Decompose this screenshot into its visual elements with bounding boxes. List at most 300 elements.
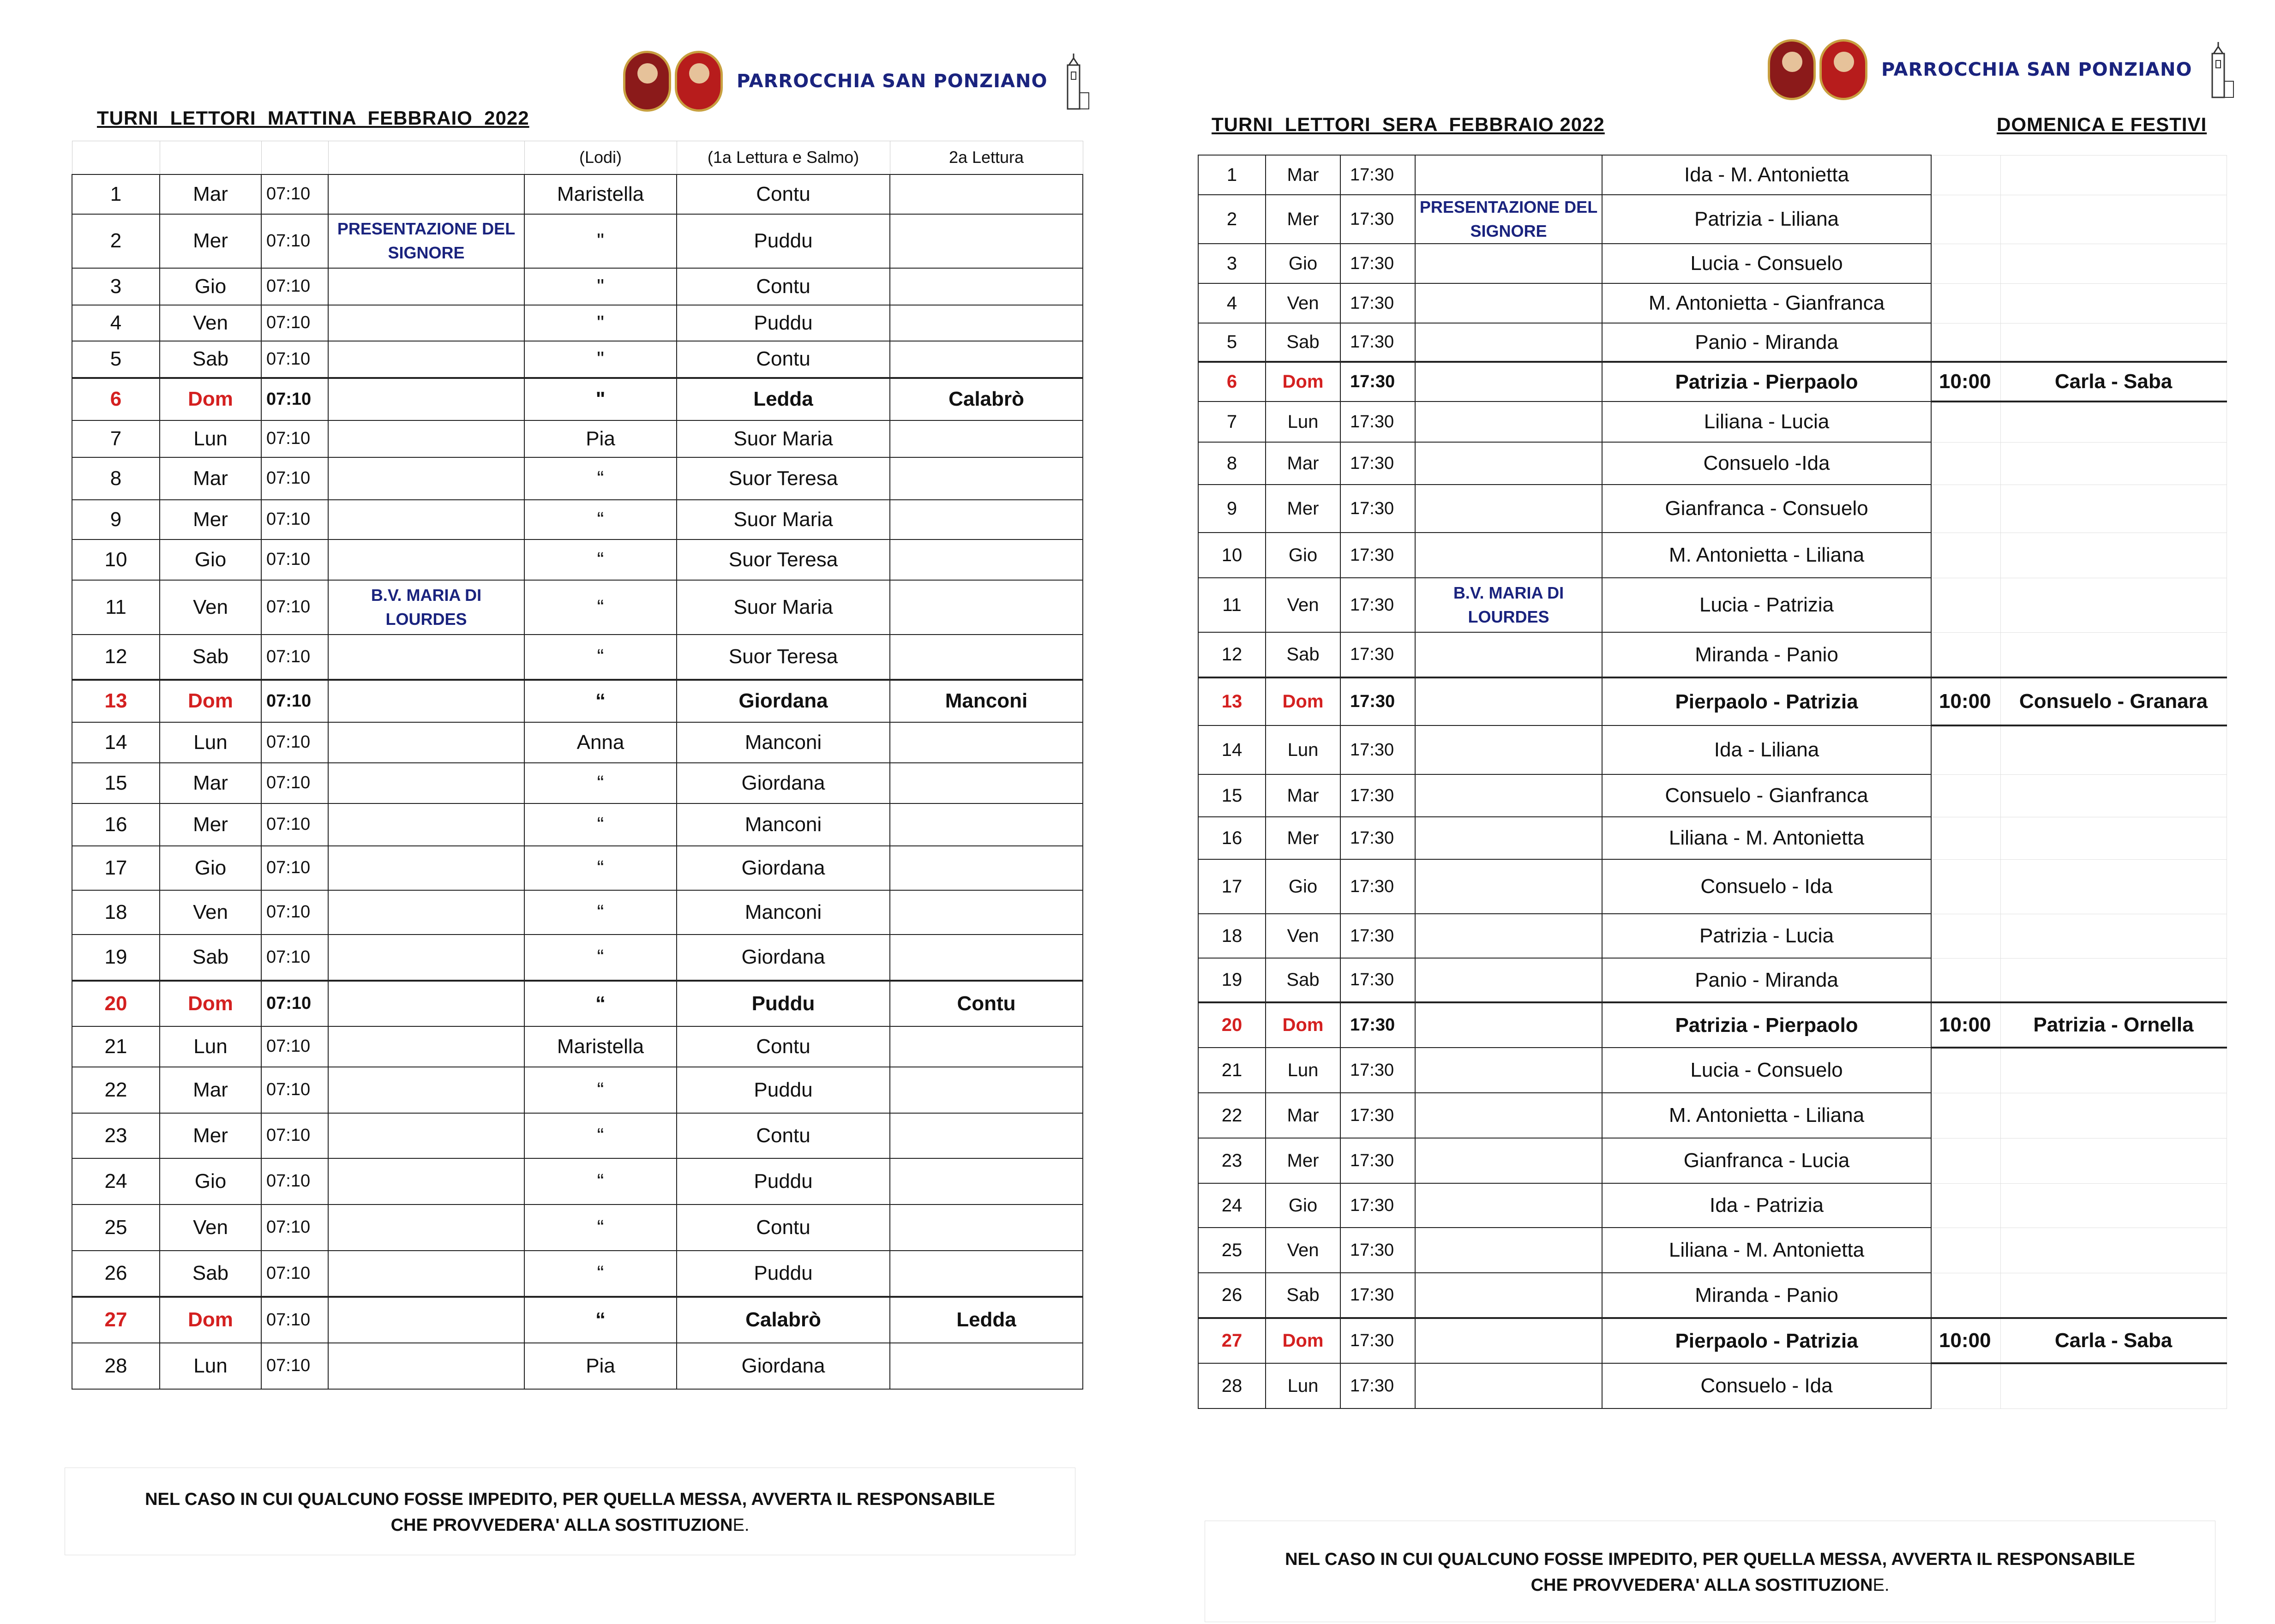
- weekday: Mar: [160, 763, 261, 803]
- festive-time: 10:00: [1931, 1002, 2000, 1048]
- lodi-reader: “: [524, 1205, 677, 1251]
- lodi-reader: “: [524, 1113, 677, 1158]
- evening-readers: Panio - Miranda: [1602, 958, 1931, 1002]
- day-number: 26: [1198, 1273, 1266, 1318]
- day-number: 23: [72, 1113, 160, 1158]
- weekday: Gio: [1266, 533, 1340, 578]
- table-row: [1198, 774, 2227, 817]
- mass-time: 17:30: [1340, 677, 1415, 725]
- mass-time: 07:10: [261, 539, 328, 580]
- lodi-reader: “: [524, 803, 677, 846]
- table-row: [1198, 859, 2227, 914]
- day-number: 26: [72, 1251, 160, 1297]
- day-number: 27: [1198, 1318, 1266, 1363]
- column-header: [261, 141, 328, 174]
- feast-note: [1415, 1002, 1602, 1048]
- day-number: 22: [1198, 1093, 1266, 1138]
- first-reading-reader: Puddu: [677, 214, 890, 268]
- table-row: [72, 457, 1083, 500]
- mass-time: 17:30: [1340, 958, 1415, 1002]
- table-row: [1198, 578, 2227, 632]
- festive-readers: [2000, 1048, 2227, 1093]
- mass-time: 07:10: [261, 457, 328, 500]
- feast-note: [1415, 859, 1602, 914]
- table-row: [72, 174, 1083, 214]
- first-reading-reader: Suor Maria: [677, 500, 890, 539]
- festive-time: [1931, 1363, 2000, 1408]
- table-row: [72, 378, 1083, 420]
- table-row: [72, 1343, 1083, 1389]
- table-row: [1198, 958, 2227, 1002]
- saint-portrait-icon: [1768, 39, 1816, 100]
- table-row: [1198, 402, 2227, 442]
- weekday: Lun: [160, 1343, 261, 1389]
- table-row: [72, 341, 1083, 378]
- first-reading-reader: Suor Teresa: [677, 635, 890, 680]
- lodi-reader: “: [524, 1158, 677, 1205]
- feast-note: [1415, 1183, 1602, 1228]
- first-reading-reader: Ledda: [677, 378, 890, 420]
- feast-note: [328, 305, 524, 341]
- table-row: [1198, 283, 2227, 323]
- festive-readers: [2000, 323, 2227, 362]
- lodi-reader: “: [524, 539, 677, 580]
- mass-time: 17:30: [1340, 725, 1415, 774]
- day-number: 21: [72, 1026, 160, 1067]
- table-row: [72, 981, 1083, 1026]
- day-number: 16: [72, 803, 160, 846]
- feast-note: [328, 935, 524, 981]
- weekday: Ven: [160, 305, 261, 341]
- day-number: 18: [72, 890, 160, 935]
- day-number: 5: [1198, 323, 1266, 362]
- weekday: Gio: [160, 846, 261, 890]
- festive-readers: [2000, 283, 2227, 323]
- evening-readers: Ida - M. Antonietta: [1602, 155, 1931, 195]
- table-row: [72, 214, 1083, 268]
- day-number: 17: [1198, 859, 1266, 914]
- day-number: 8: [1198, 442, 1266, 485]
- table-row: [1198, 1048, 2227, 1093]
- table-row: [1198, 677, 2227, 725]
- day-number: 17: [72, 846, 160, 890]
- table-row: [72, 635, 1083, 680]
- weekday: Mer: [160, 500, 261, 539]
- table-row: [72, 1251, 1083, 1297]
- table-row: [1198, 914, 2227, 958]
- feast-note: [1415, 485, 1602, 533]
- feast-note: [328, 1158, 524, 1205]
- lodi-reader: Maristella: [524, 174, 677, 214]
- lodi-reader: ": [524, 341, 677, 378]
- day-number: 13: [1198, 677, 1266, 725]
- footer-line-2: CHE PROVVEDERA' ALLA SOSTITUZIONE.: [390, 1516, 750, 1535]
- weekday: Mar: [1266, 774, 1340, 817]
- evening-readers: Panio - Miranda: [1602, 323, 1931, 362]
- day-number: 25: [72, 1205, 160, 1251]
- table-row: [72, 580, 1083, 635]
- table-row: [72, 268, 1083, 305]
- weekday: Dom: [1266, 1318, 1340, 1363]
- second-reading-reader: [890, 1026, 1083, 1067]
- festive-time: [1931, 195, 2000, 244]
- day-number: 2: [72, 214, 160, 268]
- weekday: Sab: [160, 1251, 261, 1297]
- weekday: Gio: [1266, 1183, 1340, 1228]
- festive-time: [1931, 632, 2000, 677]
- evening-readers: Lucia - Patrizia: [1602, 578, 1931, 632]
- lodi-reader: Maristella: [524, 1026, 677, 1067]
- weekday: Sab: [1266, 632, 1340, 677]
- festive-readers: [2000, 817, 2227, 859]
- evening-readers: Ida - Patrizia: [1602, 1183, 1931, 1228]
- table-row: [72, 846, 1083, 890]
- festive-readers: Consuelo - Granara: [2000, 677, 2227, 725]
- day-number: 28: [1198, 1363, 1266, 1408]
- weekday: Mar: [160, 1067, 261, 1113]
- second-reading-reader: [890, 935, 1083, 981]
- day-number: 7: [1198, 402, 1266, 442]
- first-reading-reader: Manconi: [677, 890, 890, 935]
- day-number: 8: [72, 457, 160, 500]
- column-header: [72, 141, 160, 174]
- second-reading-reader: [890, 1343, 1083, 1389]
- table-row: [72, 305, 1083, 341]
- madonna-portrait-icon: [1819, 39, 1867, 100]
- feast-note: [328, 457, 524, 500]
- second-reading-reader: [890, 890, 1083, 935]
- bell-tower-icon: [1057, 51, 1090, 111]
- day-number: 19: [72, 935, 160, 981]
- feast-note: [1415, 725, 1602, 774]
- mass-time: 07:10: [261, 890, 328, 935]
- footer-line-2: CHE PROVVEDERA' ALLA SOSTITUZIONE.: [1531, 1576, 1890, 1595]
- feast-note: [328, 268, 524, 305]
- feast-note: [1415, 362, 1602, 402]
- mass-time: 17:30: [1340, 442, 1415, 485]
- mass-time: 07:10: [261, 420, 328, 457]
- feast-note: [328, 803, 524, 846]
- column-header: (1a Lettura e Salmo): [677, 141, 890, 174]
- weekday: Mar: [160, 174, 261, 214]
- lodi-reader: “: [524, 935, 677, 981]
- weekday: Mar: [1266, 155, 1340, 195]
- festive-readers: [2000, 155, 2227, 195]
- festive-time: [1931, 914, 2000, 958]
- lodi-reader: Pia: [524, 1343, 677, 1389]
- first-reading-reader: Giordana: [677, 935, 890, 981]
- festive-readers: [2000, 632, 2227, 677]
- feast-note: [328, 763, 524, 803]
- table-row: [1198, 1318, 2227, 1363]
- lodi-reader: “: [524, 981, 677, 1026]
- second-reading-reader: Contu: [890, 981, 1083, 1026]
- lodi-reader: ": [524, 305, 677, 341]
- parish-logo-right: [1768, 39, 2234, 100]
- day-number: 11: [1198, 578, 1266, 632]
- weekday: Dom: [160, 378, 261, 420]
- feast-note: [1415, 1138, 1602, 1183]
- festive-time: [1931, 725, 2000, 774]
- mass-time: 17:30: [1340, 244, 1415, 283]
- first-reading-reader: Giordana: [677, 680, 890, 722]
- day-number: 14: [72, 722, 160, 763]
- mass-time: 07:10: [261, 981, 328, 1026]
- table-row: [72, 1205, 1083, 1251]
- first-reading-reader: Suor Maria: [677, 420, 890, 457]
- festive-time: [1931, 1138, 2000, 1183]
- first-reading-reader: Suor Teresa: [677, 457, 890, 500]
- day-number: 6: [1198, 362, 1266, 402]
- weekday: Ven: [160, 1205, 261, 1251]
- saint-portrait-icon: [623, 51, 671, 112]
- festive-time: [1931, 442, 2000, 485]
- day-number: 4: [1198, 283, 1266, 323]
- table-row: [1198, 817, 2227, 859]
- second-reading-reader: [890, 763, 1083, 803]
- weekday: Ven: [160, 580, 261, 635]
- festive-readers: [2000, 859, 2227, 914]
- evening-subtitle: DOMENICA E FESTIVI: [1997, 114, 2207, 135]
- festive-time: [1931, 859, 2000, 914]
- column-header: (Lodi): [524, 141, 677, 174]
- festive-readers: [2000, 485, 2227, 533]
- mass-time: 07:10: [261, 1205, 328, 1251]
- mass-time: 17:30: [1340, 1048, 1415, 1093]
- festive-readers: [2000, 442, 2227, 485]
- day-number: 22: [72, 1067, 160, 1113]
- feast-note: [1415, 244, 1602, 283]
- mass-time: 07:10: [261, 500, 328, 539]
- table-row: [1198, 1273, 2227, 1318]
- second-reading-reader: [890, 846, 1083, 890]
- feast-note: [328, 420, 524, 457]
- festive-readers: [2000, 402, 2227, 442]
- day-number: 12: [1198, 632, 1266, 677]
- second-reading-reader: Manconi: [890, 680, 1083, 722]
- weekday: Gio: [160, 539, 261, 580]
- lodi-reader: “: [524, 846, 677, 890]
- mass-time: 17:30: [1340, 1138, 1415, 1183]
- weekday: Sab: [1266, 323, 1340, 362]
- mass-time: 17:30: [1340, 155, 1415, 195]
- second-reading-reader: [890, 1067, 1083, 1113]
- day-number: 27: [72, 1297, 160, 1343]
- day-number: 19: [1198, 958, 1266, 1002]
- festive-time: [1931, 283, 2000, 323]
- festive-time: [1931, 817, 2000, 859]
- day-number: 1: [1198, 155, 1266, 195]
- mass-time: 07:10: [261, 268, 328, 305]
- first-reading-reader: Manconi: [677, 803, 890, 846]
- feast-note: [1415, 533, 1602, 578]
- weekday: Mer: [1266, 1138, 1340, 1183]
- mass-time: 17:30: [1340, 195, 1415, 244]
- festive-time: [1931, 1093, 2000, 1138]
- first-reading-reader: Manconi: [677, 722, 890, 763]
- evening-readers: Lucia - Consuelo: [1602, 244, 1931, 283]
- day-number: 23: [1198, 1138, 1266, 1183]
- festive-time: [1931, 1183, 2000, 1228]
- day-number: 28: [72, 1343, 160, 1389]
- mass-time: 07:10: [261, 174, 328, 214]
- first-reading-reader: Puddu: [677, 305, 890, 341]
- table-row: [72, 1067, 1083, 1113]
- table-row: [72, 1297, 1083, 1343]
- evening-readers: Patrizia - Liliana: [1602, 195, 1931, 244]
- feast-note: [328, 1343, 524, 1389]
- second-reading-reader: [890, 539, 1083, 580]
- weekday: Lun: [1266, 1363, 1340, 1408]
- weekday: Dom: [1266, 677, 1340, 725]
- festive-readers: [2000, 195, 2227, 244]
- mass-time: 07:10: [261, 580, 328, 635]
- madonna-portrait-icon: [675, 51, 723, 112]
- weekday: Sab: [160, 935, 261, 981]
- table-row: [1198, 485, 2227, 533]
- mass-time: 17:30: [1340, 817, 1415, 859]
- weekday: Ven: [1266, 283, 1340, 323]
- mass-time: 17:30: [1340, 1002, 1415, 1048]
- first-reading-reader: Giordana: [677, 763, 890, 803]
- festive-time: [1931, 958, 2000, 1002]
- table-row: [72, 890, 1083, 935]
- first-reading-reader: Calabrò: [677, 1297, 890, 1343]
- feast-note: [1415, 914, 1602, 958]
- weekday: Mer: [160, 214, 261, 268]
- feast-note: [328, 1251, 524, 1297]
- second-reading-reader: [890, 1113, 1083, 1158]
- lodi-reader: “: [524, 500, 677, 539]
- mass-time: 17:30: [1340, 283, 1415, 323]
- mass-time: 07:10: [261, 1251, 328, 1297]
- mass-time: 17:30: [1340, 533, 1415, 578]
- first-reading-reader: Puddu: [677, 1158, 890, 1205]
- evening-readers: Lucia - Consuelo: [1602, 1048, 1931, 1093]
- evening-readers: Liliana - M. Antonietta: [1602, 817, 1931, 859]
- weekday: Lun: [160, 1026, 261, 1067]
- feast-note: [1415, 283, 1602, 323]
- festive-readers: [2000, 774, 2227, 817]
- lodi-reader: “: [524, 580, 677, 635]
- feast-note: [328, 890, 524, 935]
- table-row: [1198, 533, 2227, 578]
- feast-note: [328, 1297, 524, 1343]
- table-header-row: [72, 141, 1083, 174]
- festive-readers: [2000, 1363, 2227, 1408]
- festive-readers: [2000, 1138, 2227, 1183]
- mass-time: 07:10: [261, 1158, 328, 1205]
- feast-note: [1415, 817, 1602, 859]
- feast-note: [1415, 1228, 1602, 1273]
- lodi-reader: “: [524, 1297, 677, 1343]
- feast-note: [328, 1205, 524, 1251]
- feast-note: PRESENTAZIONE DEL SIGNORE: [328, 214, 524, 268]
- table-row: [72, 500, 1083, 539]
- lodi-reader: Pia: [524, 420, 677, 457]
- weekday: Mar: [1266, 442, 1340, 485]
- day-number: 2: [1198, 195, 1266, 244]
- table-row: [1198, 155, 2227, 195]
- morning-footer-notice: [65, 1468, 1075, 1555]
- day-number: 12: [72, 635, 160, 680]
- day-number: 14: [1198, 725, 1266, 774]
- weekday: Mer: [1266, 817, 1340, 859]
- table-row: [1198, 195, 2227, 244]
- feast-note: [1415, 402, 1602, 442]
- lodi-reader: ": [524, 378, 677, 420]
- feast-note: [1415, 442, 1602, 485]
- weekday: Mer: [160, 803, 261, 846]
- festive-time: [1931, 1228, 2000, 1273]
- second-reading-reader: [890, 1251, 1083, 1297]
- second-reading-reader: [890, 305, 1083, 341]
- table-row: [1198, 1002, 2227, 1048]
- table-row: [72, 803, 1083, 846]
- feast-note: [328, 722, 524, 763]
- mass-time: 07:10: [261, 214, 328, 268]
- weekday: Mar: [160, 457, 261, 500]
- festive-readers: [2000, 1228, 2227, 1273]
- mass-time: 17:30: [1340, 1318, 1415, 1363]
- lodi-reader: “: [524, 763, 677, 803]
- weekday: Ven: [1266, 914, 1340, 958]
- feast-note: [1415, 632, 1602, 677]
- evening-readers: Patrizia - Lucia: [1602, 914, 1931, 958]
- festive-readers: [2000, 914, 2227, 958]
- day-number: 7: [72, 420, 160, 457]
- parish-name: PARROCCHIA SAN PONZIANO: [1881, 59, 2192, 80]
- feast-note: [1415, 1273, 1602, 1318]
- weekday: Dom: [1266, 362, 1340, 402]
- evening-readers: Patrizia - Pierpaolo: [1602, 362, 1931, 402]
- evening-schedule-table: [1198, 155, 2227, 1409]
- mass-time: 07:10: [261, 935, 328, 981]
- day-number: 9: [1198, 485, 1266, 533]
- festive-time: [1931, 774, 2000, 817]
- evening-readers: Consuelo -Ida: [1602, 442, 1931, 485]
- second-reading-reader: [890, 500, 1083, 539]
- day-number: 10: [72, 539, 160, 580]
- mass-time: 07:10: [261, 635, 328, 680]
- day-number: 4: [72, 305, 160, 341]
- lodi-reader: ": [524, 268, 677, 305]
- evening-title: TURNI LETTORI SERA FEBBRAIO 2022: [1212, 114, 1605, 135]
- parish-name: PARROCCHIA SAN PONZIANO: [737, 71, 1048, 92]
- second-reading-reader: [890, 214, 1083, 268]
- feast-note: [1415, 155, 1602, 195]
- table-row: [72, 539, 1083, 580]
- evening-readers: Patrizia - Pierpaolo: [1602, 1002, 1931, 1048]
- first-reading-reader: Puddu: [677, 1067, 890, 1113]
- evening-readers: M. Antonietta - Gianfranca: [1602, 283, 1931, 323]
- second-reading-reader: [890, 635, 1083, 680]
- mass-time: 17:30: [1340, 578, 1415, 632]
- first-reading-reader: Suor Teresa: [677, 539, 890, 580]
- feast-note: [328, 1026, 524, 1067]
- second-reading-reader: [890, 803, 1083, 846]
- weekday: Gio: [1266, 244, 1340, 283]
- mass-time: 07:10: [261, 680, 328, 722]
- first-reading-reader: Contu: [677, 1026, 890, 1067]
- festive-time: [1931, 402, 2000, 442]
- lodi-reader: “: [524, 1067, 677, 1113]
- day-number: 3: [1198, 244, 1266, 283]
- table-row: [1198, 244, 2227, 283]
- feast-note: [1415, 1048, 1602, 1093]
- second-reading-reader: [890, 341, 1083, 378]
- feast-note: [328, 500, 524, 539]
